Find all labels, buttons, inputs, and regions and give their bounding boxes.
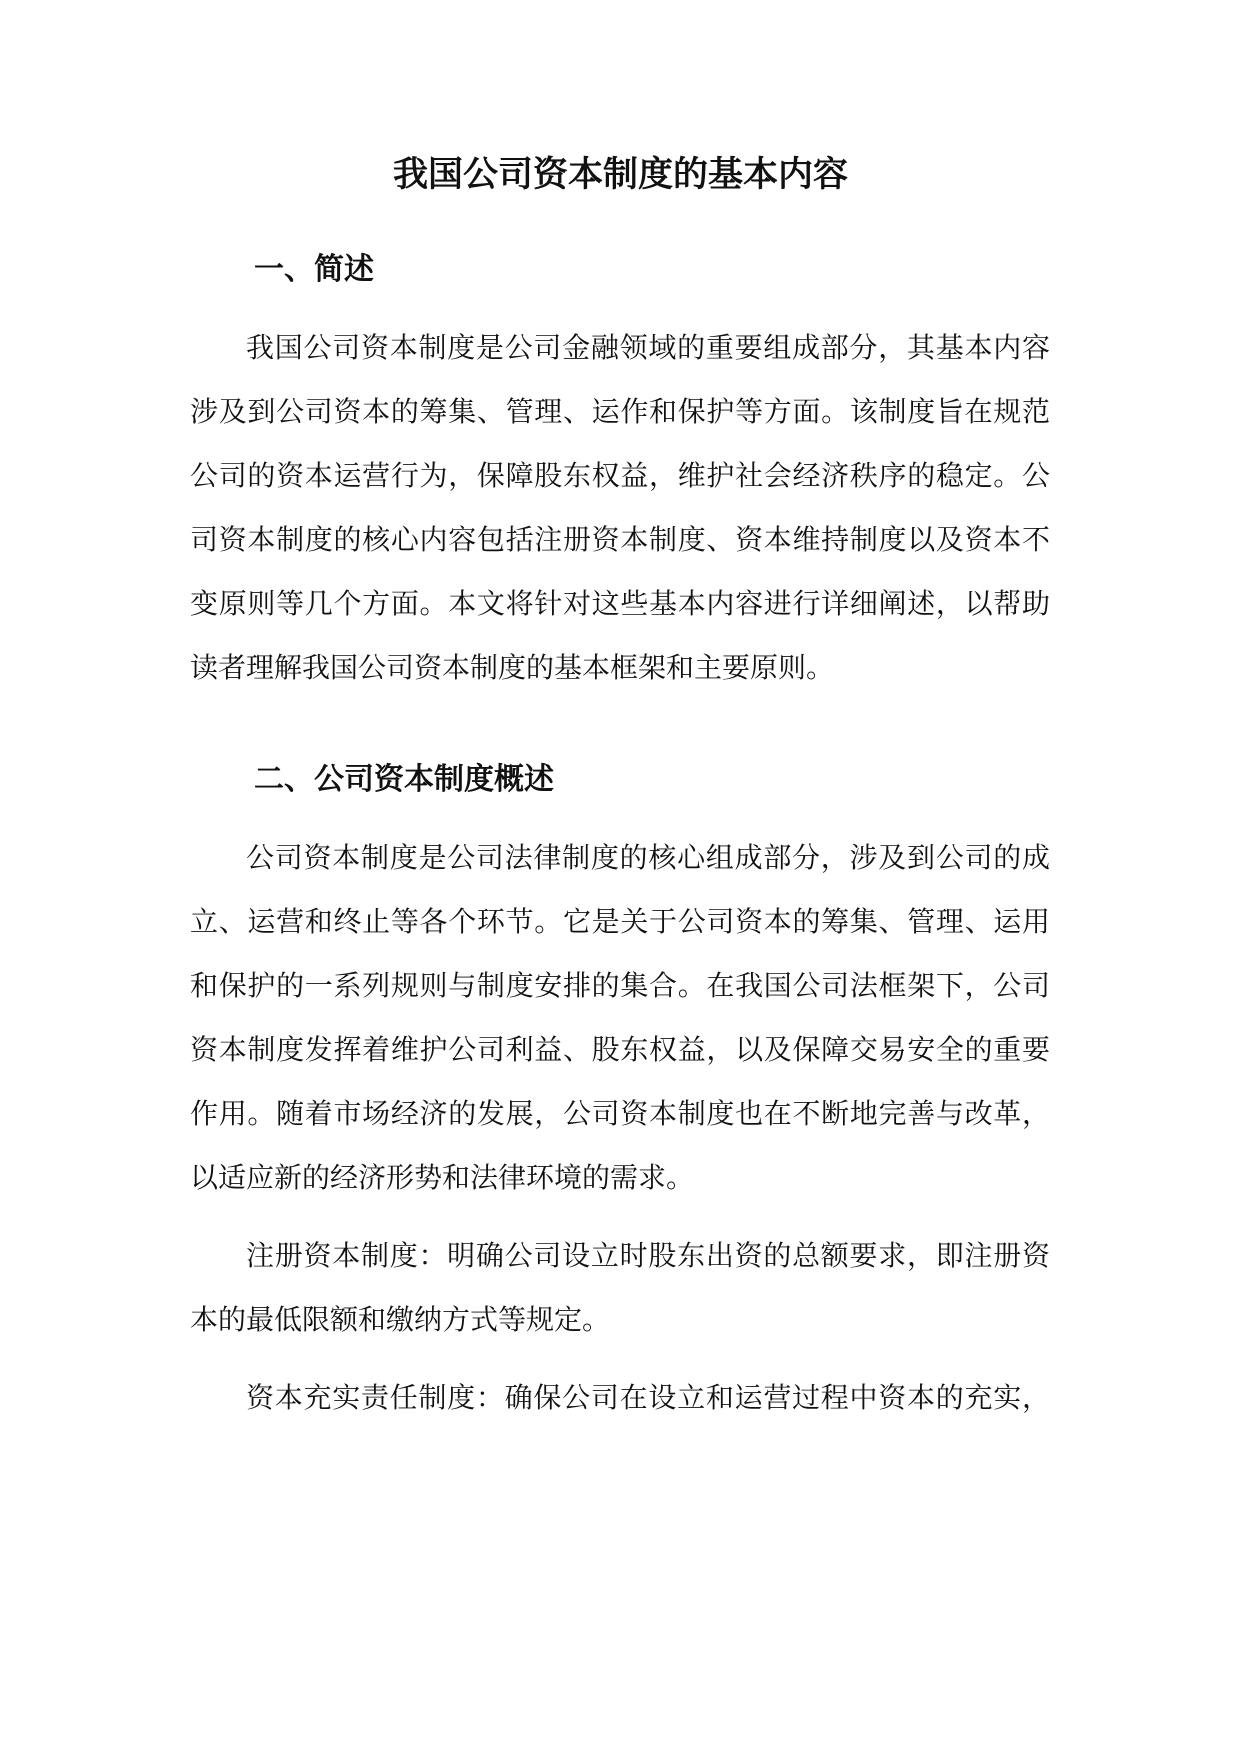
paragraph-line: 变原则等几个方面。本文将针对这些基本内容进行详细阐述，以帮助 xyxy=(190,587,1050,620)
paragraph-line: 司资本制度的核心内容包括注册资本制度、资本维持制度以及资本不 xyxy=(190,523,1050,556)
paragraph-line: 资本充实责任制度：确保公司在设立和运营过程中资本的充实， xyxy=(246,1381,1050,1414)
paragraph-line: 公司的资本运营行为，保障股东权益，维护社会经济秩序的稳定。公 xyxy=(190,459,1050,492)
paragraph-line: 我国公司资本制度是公司金融领域的重要组成部分，其基本内容 xyxy=(246,331,1050,364)
paragraph-line: 读者理解我国公司资本制度的基本框架和主要原则。 xyxy=(190,651,835,684)
paragraph-line: 和保护的一系列规则与制度安排的集合。在我国公司法框架下，公司 xyxy=(190,969,1050,1002)
section-heading-overview: 一、简述 xyxy=(254,252,374,287)
paragraph-line: 立、运营和终止等各个环节。它是关于公司资本的筹集、管理、运用 xyxy=(190,905,1050,938)
paragraph-line: 作用。随着市场经济的发展，公司资本制度也在不断地完善与改革， xyxy=(190,1097,1050,1130)
document-title: 我国公司资本制度的基本内容 xyxy=(392,154,848,195)
paragraph-line: 涉及到公司资本的筹集、管理、运作和保护等方面。该制度旨在规范 xyxy=(190,395,1050,428)
paragraph-line: 资本制度发挥着维护公司利益、股东权益，以及保障交易安全的重要 xyxy=(190,1033,1050,1066)
paragraph-line: 注册资本制度：明确公司设立时股东出资的总额要求，即注册资 xyxy=(246,1239,1050,1272)
section-heading-capital-system: 二、公司资本制度概述 xyxy=(254,762,554,797)
paragraph-line: 以适应新的经济形势和法律环境的需求。 xyxy=(190,1161,695,1194)
paragraph-line: 本的最低限额和缴纳方式等规定。 xyxy=(190,1303,611,1336)
paragraph-line: 公司资本制度是公司法律制度的核心组成部分，涉及到公司的成 xyxy=(246,841,1050,874)
